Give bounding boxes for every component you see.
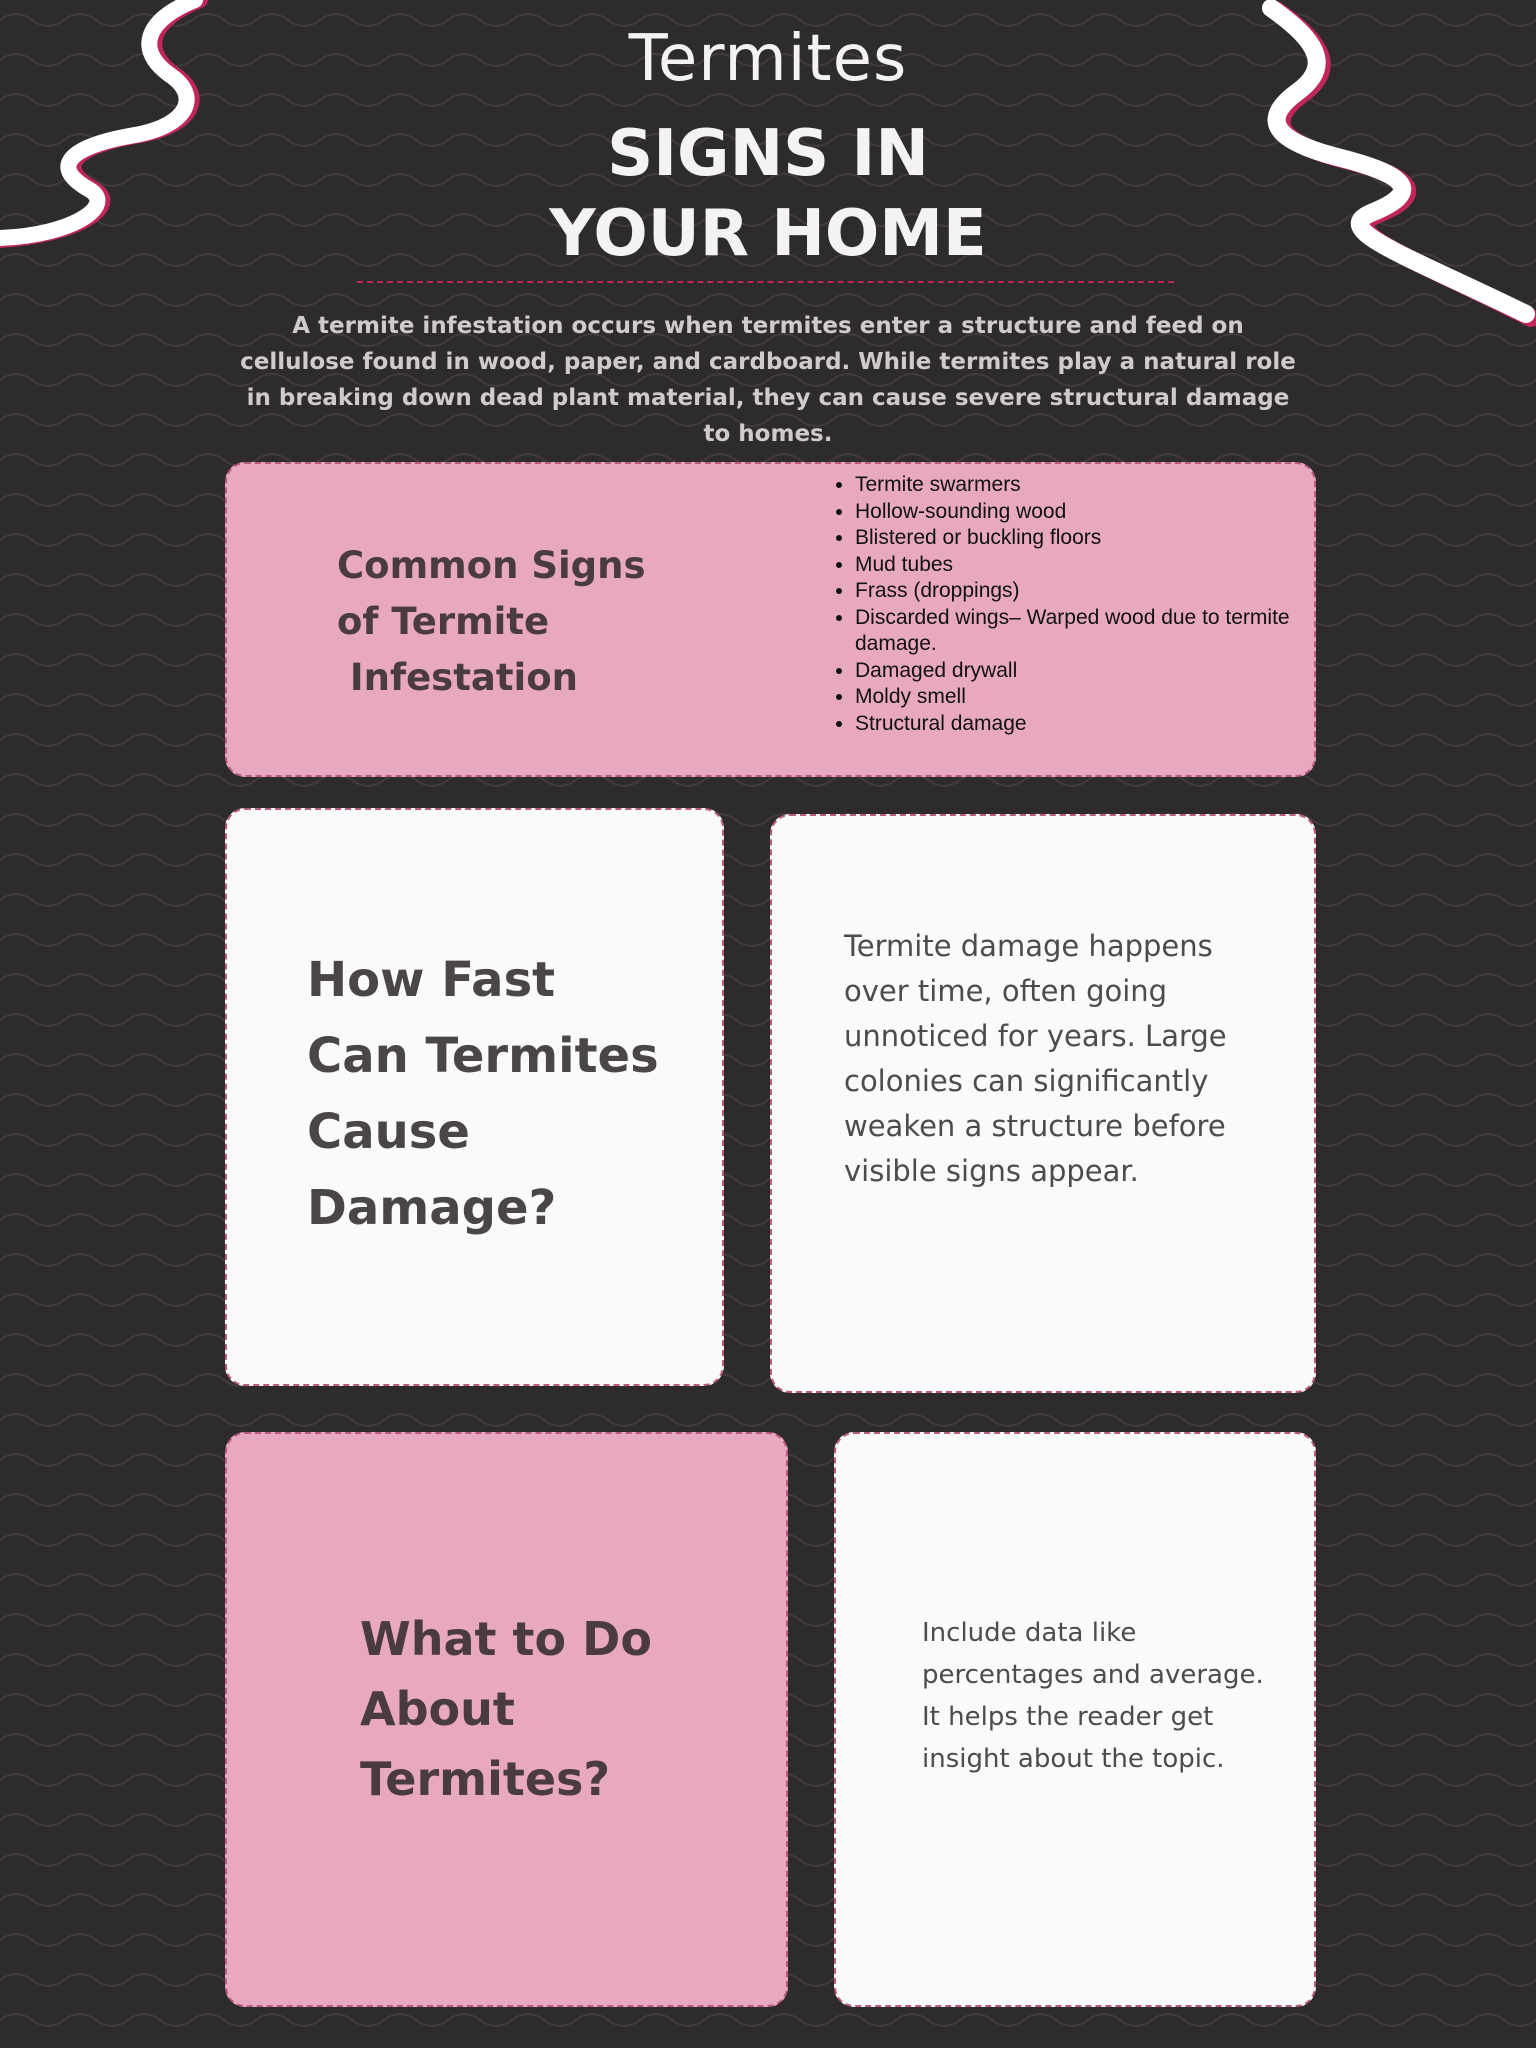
how-fast-title-card (225, 808, 724, 1386)
heading-line: How Fast (307, 952, 556, 1008)
list-item: • Discarded wings– Warped wood due to termite damage. (855, 605, 1316, 658)
heading-line: Infestation (337, 656, 578, 699)
how-fast-heading (307, 942, 659, 1246)
subtitle-line: SIGNS IN (607, 117, 929, 191)
heading-line: Common Signs (337, 544, 646, 587)
how-fast-body: Termite damage happens over time, often going unnoticed for years. Large colonies can significantly weaken a structure before visible signs appear. (844, 929, 1227, 1188)
heading-line: Cause (307, 1104, 470, 1160)
what-to-do-body: Include data like percentages and average. It helps the reader get insight about the topic. (922, 1618, 1264, 1774)
list-item: • Hollow-sounding wood (855, 499, 1316, 526)
how-fast-text-card (770, 814, 1316, 1393)
heading-line: Termites? (360, 1752, 611, 1806)
list-item: • Damaged drywall (855, 658, 1316, 685)
what-to-do-title-card (225, 1432, 788, 2007)
list-item: • Frass (droppings) (855, 578, 1316, 605)
list-item: • Structural damage (855, 711, 1316, 738)
subtitle-line: YOUR HOME (549, 197, 987, 271)
what-to-do-text-card (834, 1432, 1316, 2007)
title-divider (357, 281, 1174, 283)
heading-line: Can Termites (307, 1028, 659, 1084)
page-subtitle (0, 114, 1536, 274)
intro-paragraph: A termite infestation occurs when termites enter a structure and feed on cellulose found in wood, paper, and cardboard. While termites play a natural role in breaking down dead plant material, they can cause severe structural damage to homes. (240, 313, 1296, 447)
common-signs-card (225, 462, 1316, 777)
heading-line: Damage? (307, 1180, 557, 1236)
list-item: • Blistered or buckling floors (855, 525, 1316, 552)
list-item: • Mud tubes (855, 552, 1316, 579)
heading-line: About (360, 1682, 515, 1736)
list-item: • Termite swarmers (855, 472, 1316, 499)
signs-list (827, 472, 1316, 737)
heading-line: What to Do (360, 1612, 652, 1666)
what-to-do-heading (360, 1604, 652, 1814)
list-item: • Moldy smell (855, 684, 1316, 711)
common-signs-heading (337, 538, 646, 706)
heading-line: of Termite (337, 600, 550, 643)
page-title: Termites (628, 22, 908, 96)
